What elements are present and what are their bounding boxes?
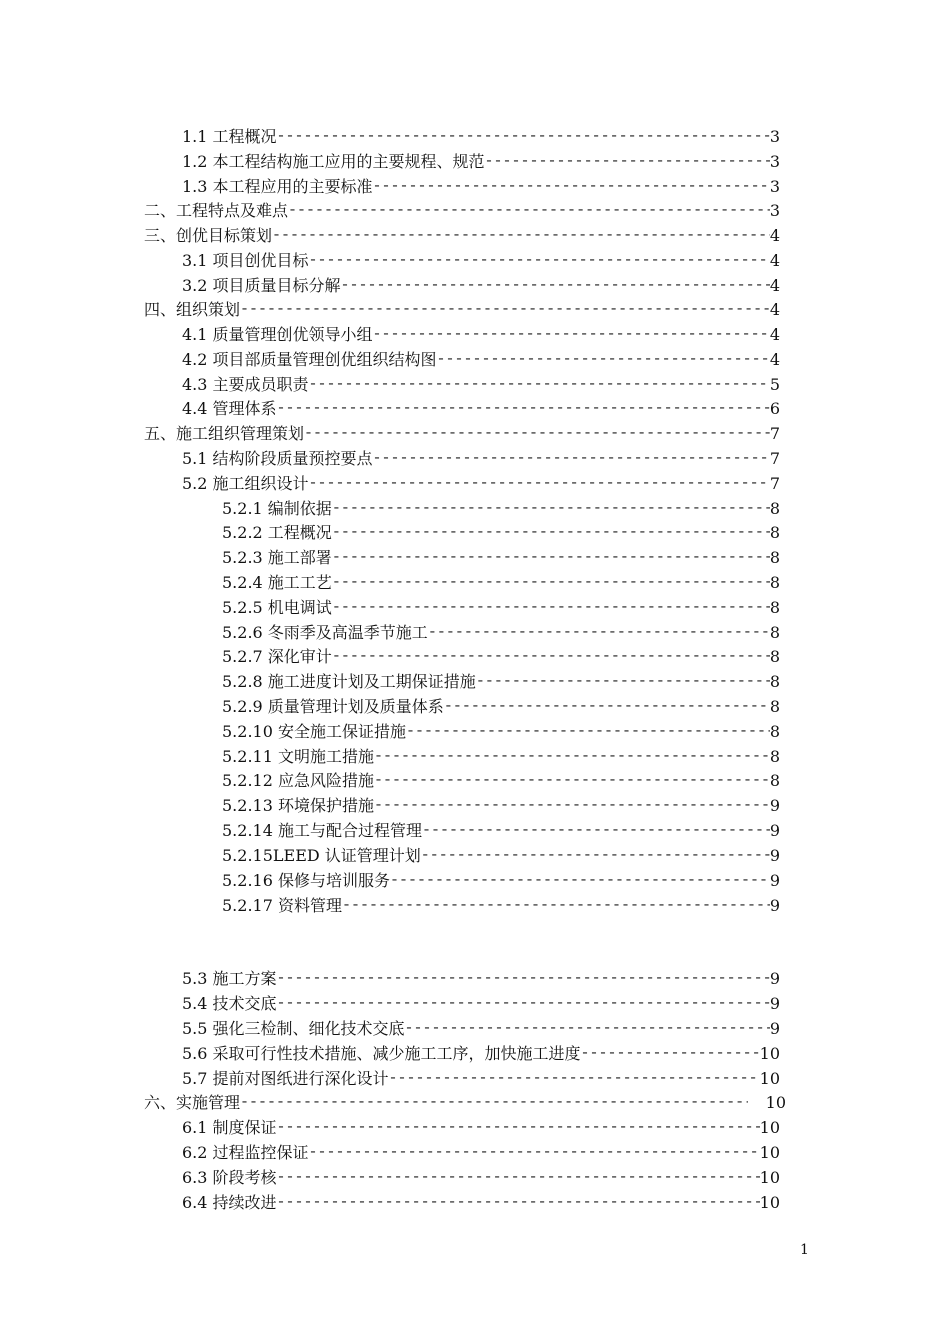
toc-entry-title: 6.3 阶段考核 [182,1168,277,1187]
toc-leader [277,967,770,991]
toc-entry-page: 9 [769,821,780,840]
toc-entry-page: 9 [769,846,780,865]
toc-leader [309,1141,760,1165]
toc-entry-page: 9 [769,1019,780,1038]
toc-leader [240,1091,748,1115]
toc-entry-page: 8 [769,573,780,592]
toc-entry [222,596,780,620]
toc-entry-page: 7 [769,424,780,443]
toc-entry-title: 5.2.15LEED 认证管理计划 [222,846,421,865]
toc-entry-title: 6.2 过程监控保证 [182,1143,309,1162]
toc-entry-title: 5.2.13 环境保护措施 [222,796,374,815]
toc-entry-title: 5.7 提前对图纸进行深化设计 [182,1069,389,1088]
toc-leader [421,844,770,868]
toc-entry-page: 8 [769,598,780,617]
toc-leader [309,249,770,273]
toc-entry [222,571,780,595]
toc-entry-page: 9 [769,994,780,1013]
toc-entry-page: 3 [769,127,780,146]
toc-entry-page: 4 [769,226,780,245]
toc-leader [485,150,770,174]
toc-entry-page: 10 [759,1193,780,1212]
toc-leader [277,125,770,149]
toc-leader [389,1067,760,1091]
toc-entry-page: 8 [769,499,780,518]
toc-entry [182,373,780,397]
toc-entry [222,521,780,545]
toc-entry-title: 5.2.11 文明施工措施 [222,747,374,766]
page-number: 1 [800,1242,809,1258]
toc-entry-title: 5.2.3 施工部署 [222,548,332,567]
toc-entry [182,1141,780,1165]
toc-entry [222,720,780,744]
toc-leader [272,224,770,248]
toc-leader [277,1116,760,1140]
toc-entry-page: 8 [769,771,780,790]
toc-entry [222,894,780,918]
toc-entry [182,472,780,496]
toc-entry-title: 5.2.16 保修与培训服务 [222,871,390,890]
toc-entry [144,224,780,248]
toc-entry-title: 5.2.14 施工与配合过程管理 [222,821,422,840]
toc-entry-title: 6.1 制度保证 [182,1118,277,1137]
toc-entry-page: 9 [769,796,780,815]
toc-leader [406,720,770,744]
toc-entry-page: 10 [759,1044,780,1063]
toc-entry-title: 5.2.5 机电调试 [222,598,332,617]
toc-entry [182,1116,780,1140]
toc-leader [373,175,770,199]
toc-entry-page: 4 [769,325,780,344]
toc-leader [437,348,770,372]
toc-entry-title: 5.1 结构阶段质量预控要点 [182,449,373,468]
toc-entry-title: 5.2.1 编制依据 [222,499,332,518]
toc-entry-title: 5.2 施工组织设计 [182,474,309,493]
toc-entry [182,1067,780,1091]
toc-entry [182,1191,780,1215]
toc-leader [373,323,770,347]
toc-entry [222,869,780,893]
toc-entry-title: 六、实施管理 [144,1093,241,1112]
toc-entry-title: 3.2 项目质量目标分解 [182,276,341,295]
toc-entry-page: 9 [769,871,780,890]
toc-entry [182,1017,780,1041]
toc-entry-title: 5.5 强化三检制、细化技术交底 [182,1019,405,1038]
toc-leader [332,546,770,570]
toc-leader [332,521,770,545]
toc-leader [374,745,770,769]
toc-entry-title: 二、工程特点及难点 [144,201,289,220]
toc-entry-page: 8 [769,548,780,567]
toc-entry [222,794,780,818]
toc-entry-title: 5.2.8 施工进度计划及工期保证措施 [222,672,476,691]
toc-leader [405,1017,770,1041]
toc-entry-page: 8 [769,647,780,666]
toc-entry-title: 5.2.10 安全施工保证措施 [222,722,406,741]
toc-leader [476,670,770,694]
toc-entry-page: 8 [769,672,780,691]
toc-entry-page: 10 [759,1069,780,1088]
toc-entry [222,769,780,793]
toc-leader [332,497,770,521]
toc-entry [222,695,780,719]
toc-entry-title: 5.2.17 资料管理 [222,896,342,915]
toc-entry-title: 五、施工组织管理策划 [144,424,305,443]
toc-entry [222,844,780,868]
toc-entry [144,298,780,322]
toc-leader [309,472,770,496]
toc-entry-title: 1.2 本工程结构施工应用的主要规程、规范 [182,152,485,171]
toc-entry [182,397,780,421]
toc-entry-title: 4.1 质量管理创优领导小组 [182,325,373,344]
toc-entry [182,323,780,347]
toc-entry-title: 5.2.6 冬雨季及高温季节施工 [222,623,428,642]
toc-leader [342,894,770,918]
toc-leader [277,1166,760,1190]
toc-entry-title: 四、组织策划 [144,300,241,319]
toc-entry-page: 10 [765,1093,786,1112]
toc-entry [182,175,780,199]
toc-leader [240,298,770,322]
toc-leader [581,1042,760,1066]
toc-leader [277,397,770,421]
toc-entry-page: 4 [769,300,780,319]
toc-entry-title: 5.2.7 深化审计 [222,647,332,666]
toc-leader [288,199,770,223]
toc-leader [374,769,770,793]
toc-entry-page: 5 [769,375,780,394]
toc-entry-title: 5.2.2 工程概况 [222,523,332,542]
toc-entry-title: 5.3 施工方案 [182,969,277,988]
toc-entry-page: 9 [769,969,780,988]
toc-entry-page: 7 [769,474,780,493]
toc-entry [144,1091,786,1115]
toc-entry [222,745,780,769]
toc-entry-title: 4.2 项目部质量管理创优组织结构图 [182,350,437,369]
toc-entry-title: 1.1 工程概况 [182,127,277,146]
toc-leader [444,695,770,719]
toc-entry [182,348,780,372]
toc-entry-title: 5.2.4 施工工艺 [222,573,332,592]
toc-entry-page: 3 [769,152,780,171]
toc-entry-title: 3.1 项目创优目标 [182,251,309,270]
toc-entry-title: 1.3 本工程应用的主要标准 [182,177,373,196]
toc-entry-title: 5.4 技术交底 [182,994,277,1013]
toc-leader [341,274,770,298]
toc-entry [182,274,780,298]
toc-entry-page: 10 [759,1168,780,1187]
toc-entry-title: 4.3 主要成员职责 [182,375,309,394]
toc-entry [182,1042,780,1066]
toc-entry [222,497,780,521]
toc-entry-page: 4 [769,251,780,270]
toc-entry [222,621,780,645]
toc-entry-page: 3 [769,177,780,196]
toc-leader [428,621,770,645]
toc-entry-page: 8 [769,747,780,766]
toc-leader [422,819,770,843]
toc-entry-page: 4 [769,276,780,295]
toc-leader [374,794,770,818]
toc-entry [182,967,780,991]
toc-leader [304,422,770,446]
toc-leader [277,992,770,1016]
toc-entry-page: 10 [759,1118,780,1137]
toc-entry-page: 6 [769,399,780,418]
toc-leader [332,645,770,669]
toc-entry [182,125,780,149]
toc-entry-page: 9 [769,896,780,915]
toc-entry-page: 10 [759,1143,780,1162]
toc-entry-title: 三、创优目标策划 [144,226,273,245]
toc-entry [222,819,780,843]
toc-entry [144,422,780,446]
toc-entry-page: 8 [769,697,780,716]
toc-entry [182,150,780,174]
toc-entry [182,992,780,1016]
toc-entry-title: 5.6 采取可行性技术措施、减少施工工序，加快施工进度 [182,1044,581,1063]
toc-entry [222,546,780,570]
toc-entry-title: 5.2.9 质量管理计划及质量体系 [222,697,444,716]
toc-entry-title: 5.2.12 应急风险措施 [222,771,374,790]
toc-entry [144,199,780,223]
toc-entry [182,1166,780,1190]
toc-leader [390,869,770,893]
toc-entry-page: 8 [769,523,780,542]
toc-leader [332,571,770,595]
toc-entry-title: 4.4 管理体系 [182,399,277,418]
toc-entry [222,670,780,694]
toc-entry [222,645,780,669]
toc-entry [182,447,780,471]
toc-entry-page: 8 [769,623,780,642]
toc-entry-page: 3 [769,201,780,220]
toc-leader [332,596,770,620]
toc-leader [277,1191,760,1215]
toc-entry-page: 4 [769,350,780,369]
toc-leader [373,447,770,471]
toc-entry-page: 7 [769,449,780,468]
toc-leader [309,373,770,397]
toc-entry-title: 6.4 持续改进 [182,1193,277,1212]
toc-entry [182,249,780,273]
toc-entry-page: 8 [769,722,780,741]
